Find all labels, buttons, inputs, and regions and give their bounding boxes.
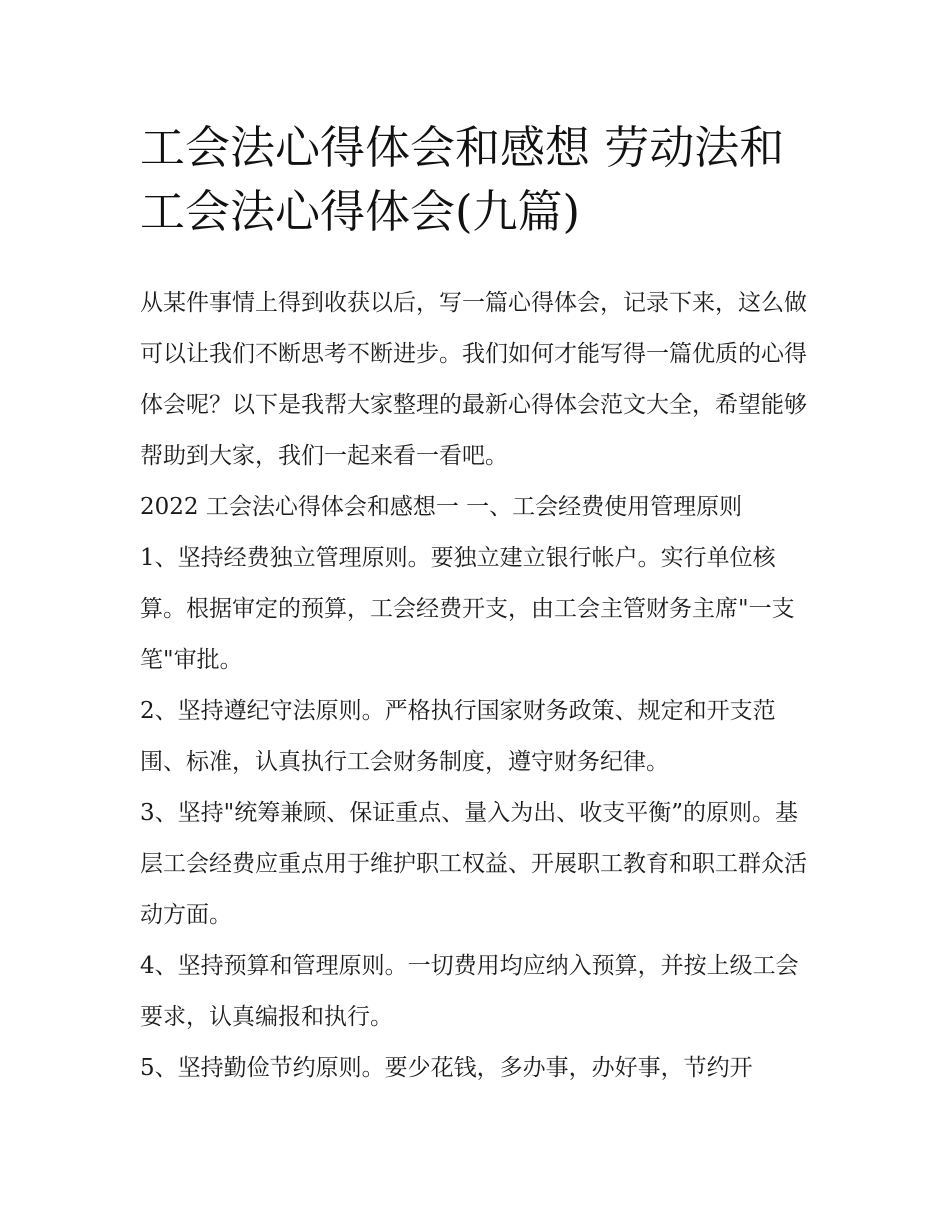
intro-paragraph: 从某件事情上得到收获以后，写一篇心得体会，记录下来，这么做可以让我们不断思考不断进步。我们如何才能写得一篇优质的心得体会呢？以下是我帮大家整理的最新心得体会范文大全，希望能够帮助到大家，我们一起来看一看吧。 <box>140 290 807 469</box>
principle-item-3: 3、坚持"统筹兼顾、保证重点、量入为出、收支平衡”的原则。基层工会经费应重点用于维护职工权益、开展职工教育和职工群众活动方面。 <box>140 800 807 928</box>
principle-item-1: 1、坚持经费独立管理原则。要独立建立银行帐户。实行单位核算。根据审定的预算，工会经费开支，由工会主管财务主席"一支笔"审批。 <box>140 545 795 673</box>
principle-item-4: 4、坚持预算和管理原则。一切费用均应纳入预算，并按上级工会要求，认真编报和执行。 <box>140 953 799 1030</box>
principle-item-2: 2、坚持遵纪守法原则。严格执行国家财务政策、规定和开支范围、标准，认真执行工会财务制度，遵守财务纪律。 <box>140 698 776 775</box>
principle-item-5: 5、坚持勤俭节约原则。要少花钱，多办事，办好事，节约开 <box>140 1055 753 1081</box>
page-title: 工会法心得体会和感想 劳动法和工会法心得体会(九篇) <box>140 121 785 238</box>
document-body <box>140 278 820 1094</box>
section-heading: 2022 工会法心得体会和感想一 一、工会经费使用管理原则 <box>140 494 743 520</box>
